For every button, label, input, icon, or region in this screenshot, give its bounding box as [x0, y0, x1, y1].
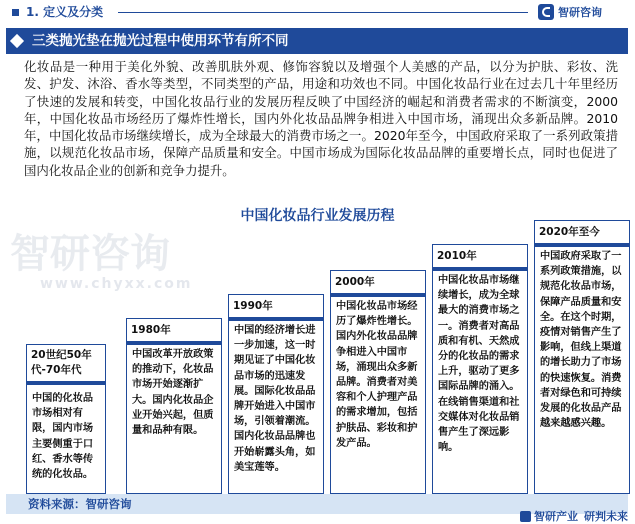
source-note: 资料来源：智研咨询 [28, 497, 132, 511]
timeline-step-desc: 中国化妆品市场继续增长，成为全球最大的消费市场之一。消费者对高品质和有机、天然成分的化妆品的需求上升，驱动了更多国际品牌的涌入。在线销售渠道和社交媒体对化妆品销售产生了深远影响。 [438, 275, 520, 454]
timeline-step-year: 1980年 [131, 324, 171, 336]
timeline-step-year: 2020年至今 [539, 226, 600, 238]
timeline-step-year: 2000年 [335, 276, 375, 288]
diamond-icon [10, 34, 24, 48]
brand-logo-icon [538, 4, 554, 20]
timeline-title: 中国化妆品行业发展历程 [240, 208, 395, 224]
timeline-step-desc: 中国改革开放政策的推动下，化妆品市场开始逐渐扩大。国内化妆品企业开始兴起，但质量和品种有限。 [132, 349, 214, 437]
timeline-step-year: 20世纪50年代-70年代 [31, 349, 92, 376]
section-rule [118, 12, 528, 13]
timeline-step-year: 1990年 [233, 300, 273, 312]
timeline-step [126, 318, 222, 494]
watermark-logo: 智研咨询 [10, 231, 170, 277]
brand-logo-text: 智研咨询 [558, 6, 602, 19]
timeline-step [432, 244, 528, 494]
timeline-step-year: 2010年 [437, 250, 477, 262]
title-band [6, 28, 628, 54]
timeline-step [534, 220, 630, 494]
timeline-step-desc: 中国政府采取了一系列政策措施，以规范化妆品市场，保障产品质量和安全。在这个时期，疫情对销售产生了影响，但线上渠道的增长助力了市场的快速恢复。消费者对绿色和可持续发展的化妆品产品越来越感兴趣。 [540, 251, 622, 430]
watermark-url: www.chyxx.com [40, 276, 193, 292]
timeline-step [330, 270, 426, 494]
timeline-step [228, 294, 324, 494]
timeline-step-desc: 中国的经济增长进一步加速，这一时期见证了中国化妆品市场的迅速发展。国际化妆品品牌开始进入中国市场，引领着潮流。国内化妆品品牌也开始崭露头角，如美宝莲等。 [234, 325, 316, 473]
footer-logo [520, 508, 628, 524]
intro-paragraph: 化妆品是一种用于美化外貌、改善肌肤外观、修饰容貌以及增强个人美感的产品，以分为护肤、彩妆、洗发、护发、沐浴、香水等类型，不同类型的产品，用途和功效也不同。中国化妆品行业在过去几十年里经历了快速的发展和转变，中国化妆品行业的发展历程反映了中国经济的崛起和消费者需求的不断演变，2000年，中国化妆品市场经历了爆炸性增长，国内外化妆品品牌争相进入中国市场，涌现出众多新品牌。2010年，中国化妆品市场继续增长，成为全球最大的消费市场之一。2020年至今，中国政府采取了一系列政策措施，以规范化妆品市场，保障产品质量和安全。中国市场成为国际化妆品品牌的重要增长点，同时也促进了国内化妆品企业的创新和竞争力提升。 [24, 59, 618, 178]
footer-logo-icon [520, 511, 531, 522]
timeline-step-desc: 中国的化妆品市场相对有限，国内市场主要侧重于口红、香水等传统的化妆品。 [32, 393, 94, 481]
section-title: 1. 定义及分类 [26, 5, 104, 19]
footer-logo-text: 智研产业 [534, 510, 578, 523]
footer-slogan: 研判未来 [584, 510, 628, 523]
timeline-step-desc: 中国化妆品市场经历了爆炸性增长。国内外化妆品品牌争相进入中国市场，涌现出众多新品牌。消费者对美容和个人护理产品的需求增加，包括护肤品、彩妆和护发产品。 [336, 301, 418, 449]
timeline-step [26, 344, 106, 494]
section-marker [12, 9, 19, 16]
page-title: 三类抛光垫在抛光过程中使用环节有所不同 [32, 33, 289, 49]
brand-logo [538, 3, 602, 21]
